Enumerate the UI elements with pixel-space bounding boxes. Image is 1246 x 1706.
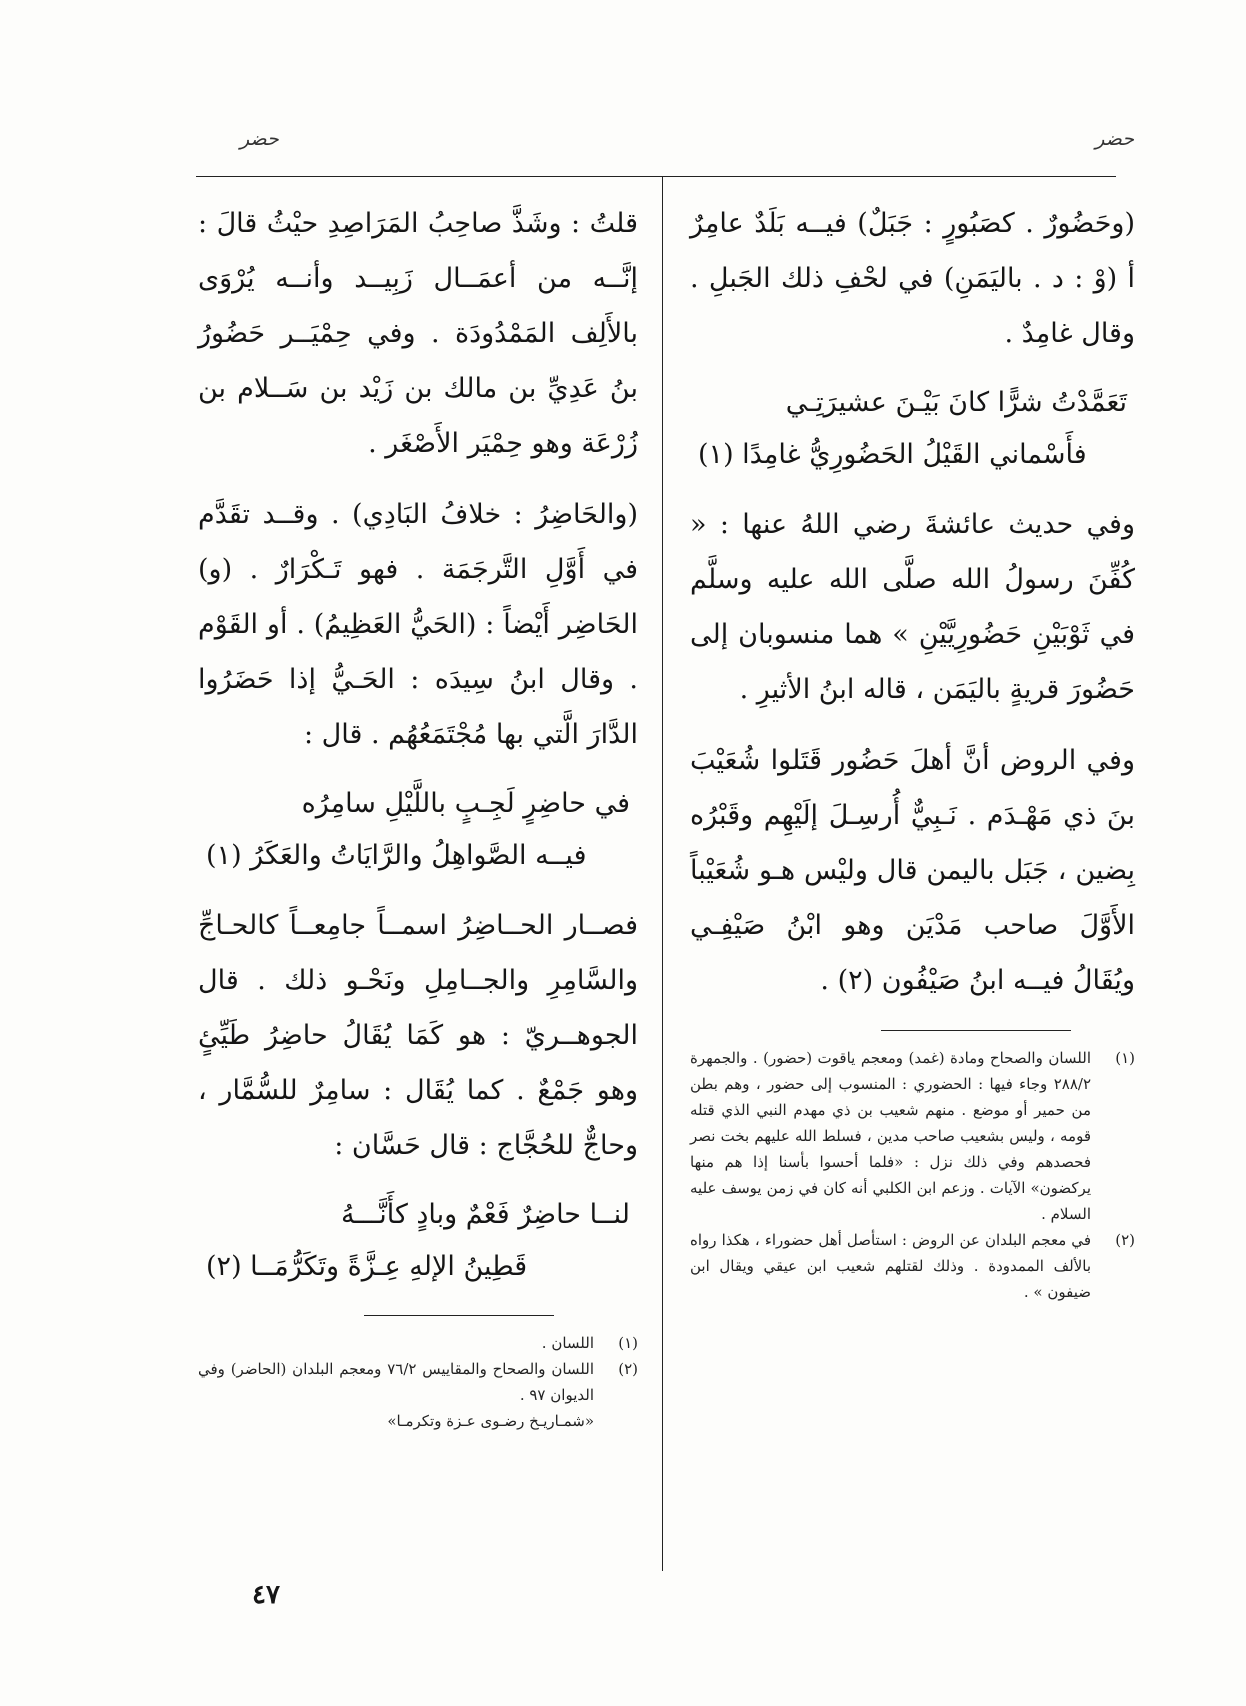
paragraph: فصــار الحــاضِرُ اسمــاً جامِعــاً كالحـاجِّ والسَّامِرِ والجــامِلِ ونَحْـو ذلك . قال الجوهــريّ : هو كَمَا يُقَالُ حاضِرُ طَيِّئٍ وهو جَمْعٌ . كما يُقَال : سامِرٌ للسُّمَّار ، وحاجٌّ للحُجَّاج : قال حَسَّان : — [198, 910, 638, 1161]
page-number: ٤٧ — [252, 1580, 280, 1610]
footnote-number — [594, 1408, 638, 1434]
footnote-number: (٢) — [1115, 1231, 1135, 1249]
footnote — [690, 1045, 1135, 1227]
footnote-text: «شمـاريـخ رضـوى عـزة وتكرمـا» — [387, 1412, 594, 1430]
footnote-number: (١) — [1115, 1049, 1135, 1067]
footnote-number: (٢) — [618, 1360, 638, 1378]
footnote-text: في معجم البلدان عن الروض : استأصل أهل حضوراء ، هكذا رواه بالألف الممدودة . وذلك لقتلهم شعيب ابن عيقي ويقال ابن ضيفون » . — [690, 1231, 1091, 1301]
paragraph: (والحَاضِرُ : خلافُ البَادِي) . وقــد تقَدَّم في أَوَّلِ التَّرجَمَة . فهو تَـكْرَارٌ . (و) الحَاضِر أَيْضاً : (الحَيُّ العَظِيمُ) . أو القَوْم . وقال ابنُ سِيدَه : الحَـيُّ إذا حَضَرُوا الدَّارَ الَّتي بها مُجْتَمَعُهُم . قال : — [198, 499, 639, 750]
right-column — [690, 196, 1135, 1305]
paragraph: (وحَضُورٌ . كصَبُورٍ : جَبَلٌ) فيــه بَلَدٌ عامِرٌ أ (وْ : د . باليَمَنِ) في لحْفِ ذلك الجَبلِ . وقال غامِدٌ . — [690, 208, 1135, 349]
running-head-right: حضر — [1095, 128, 1134, 150]
left-column — [198, 196, 638, 1434]
footnote-text: اللسان والصحاح والمقاييس ٧٦/٢ ومعجم البلدان (الحاضر) وفي الديوان ٩٧ . — [198, 1360, 594, 1404]
verse-hemistich: تَعَمَّدْتُ شرًّا كانَ بَيْـنَ عشيرَتِـي — [785, 387, 1127, 418]
verse-hemistich: فيــه الصَّواهِلُ والرَّايَاتُ والعَكَرُ (١) — [206, 840, 587, 871]
footnote — [198, 1356, 638, 1408]
footnote — [198, 1330, 638, 1356]
paragraph: وفي الروض أنَّ أهلَ حَضُور قَتَلوا شُعَيْبَ بنَ ذي مَهْـدَم . نَـبِيٌّ أُرسِـلَ إلَيْهِم وقَبْرُه بِضين ، جَبَل باليمن قال وليْس هـو شُعَيْباً الأَوَّلَ صاحب مَدْيَن وهو ابْنُ صَيْفِـي ويُقَالُ فيــه ابنُ صَيْفُون (٢) . — [690, 745, 1135, 996]
verse-hemistich: فأَسْماني القَيْلُ الحَضُورِيُّ غامِدًا (١) — [698, 439, 1087, 470]
running-head-left: حضر — [240, 128, 279, 150]
verse-hemistich: قَطِينُ الإلهِ عِـزَّةً وتَكَرُّمَــا (٢) — [206, 1251, 528, 1282]
verse — [198, 778, 638, 882]
footnote-rule — [364, 1315, 554, 1316]
column-divider — [662, 176, 663, 1571]
verse — [198, 1189, 638, 1293]
footnote-text: اللسان . — [541, 1334, 594, 1352]
footnote — [690, 1227, 1135, 1305]
verse-hemistich: في حاضِرٍ لَجِـبٍ باللَّيْلِ سامِرُه — [301, 788, 630, 819]
footnote — [198, 1408, 638, 1434]
paragraph: وفي حديث عائشةَ رضي اللهُ عنها : « كُفِّنَ رسولُ الله صلَّى الله عليه وسلَّم في ثَوْبَيْنِ حَضُورِيَّيْنِ » هما منسوبان إلى حَضُورَ قريةٍ باليَمَن ، قاله ابنُ الأثيرِ . — [690, 509, 1135, 705]
footnote-text: اللسان والصحاح ومادة (غمد) ومعجم ياقوت (حضور) . والجمهرة ٢٨٨/٢ وجاء فيها : الحضوري : المنسوب إلى حضور ، وهم بطن من حمير أو موضع . منهم شعيب بن ذي مهدم النبي الذي قتله قومه ، وليس بشعيب صاحب مدين ، فسلط الله عليهم بخت نصر فحصدهم وفي ذلك نزل : «فلما أحسوا بأسنا إذا هم منها يركضون» الآيات . وزعم ابن الكلبي أنه كان في زمن يوسف عليه السلام . — [690, 1049, 1091, 1223]
verse-hemistich: لنــا حاضِرٌ فَعْمٌ وبادٍ كأَنَّـــهُ — [341, 1199, 630, 1230]
header-rule — [196, 176, 1116, 177]
footnote-rule — [881, 1030, 1071, 1031]
paragraph: قلتُ : وشَذَّ صاحِبُ المَرَاصِدِ حيْثُ قالَ : إنَّــه من أعمَــال زَبِيــد وأنــه يُرْوَى بالأَلِف المَمْدُودَة . وفي حِمْيَــر حَضُورُ بنُ عَدِيِّ بن مالك بن زَيْد بن سَــلام بن زُرْعَة وهو حِمْيَر الأَصْغَر . — [198, 208, 638, 459]
verse — [690, 377, 1135, 481]
footnote-number: (١) — [618, 1334, 638, 1352]
